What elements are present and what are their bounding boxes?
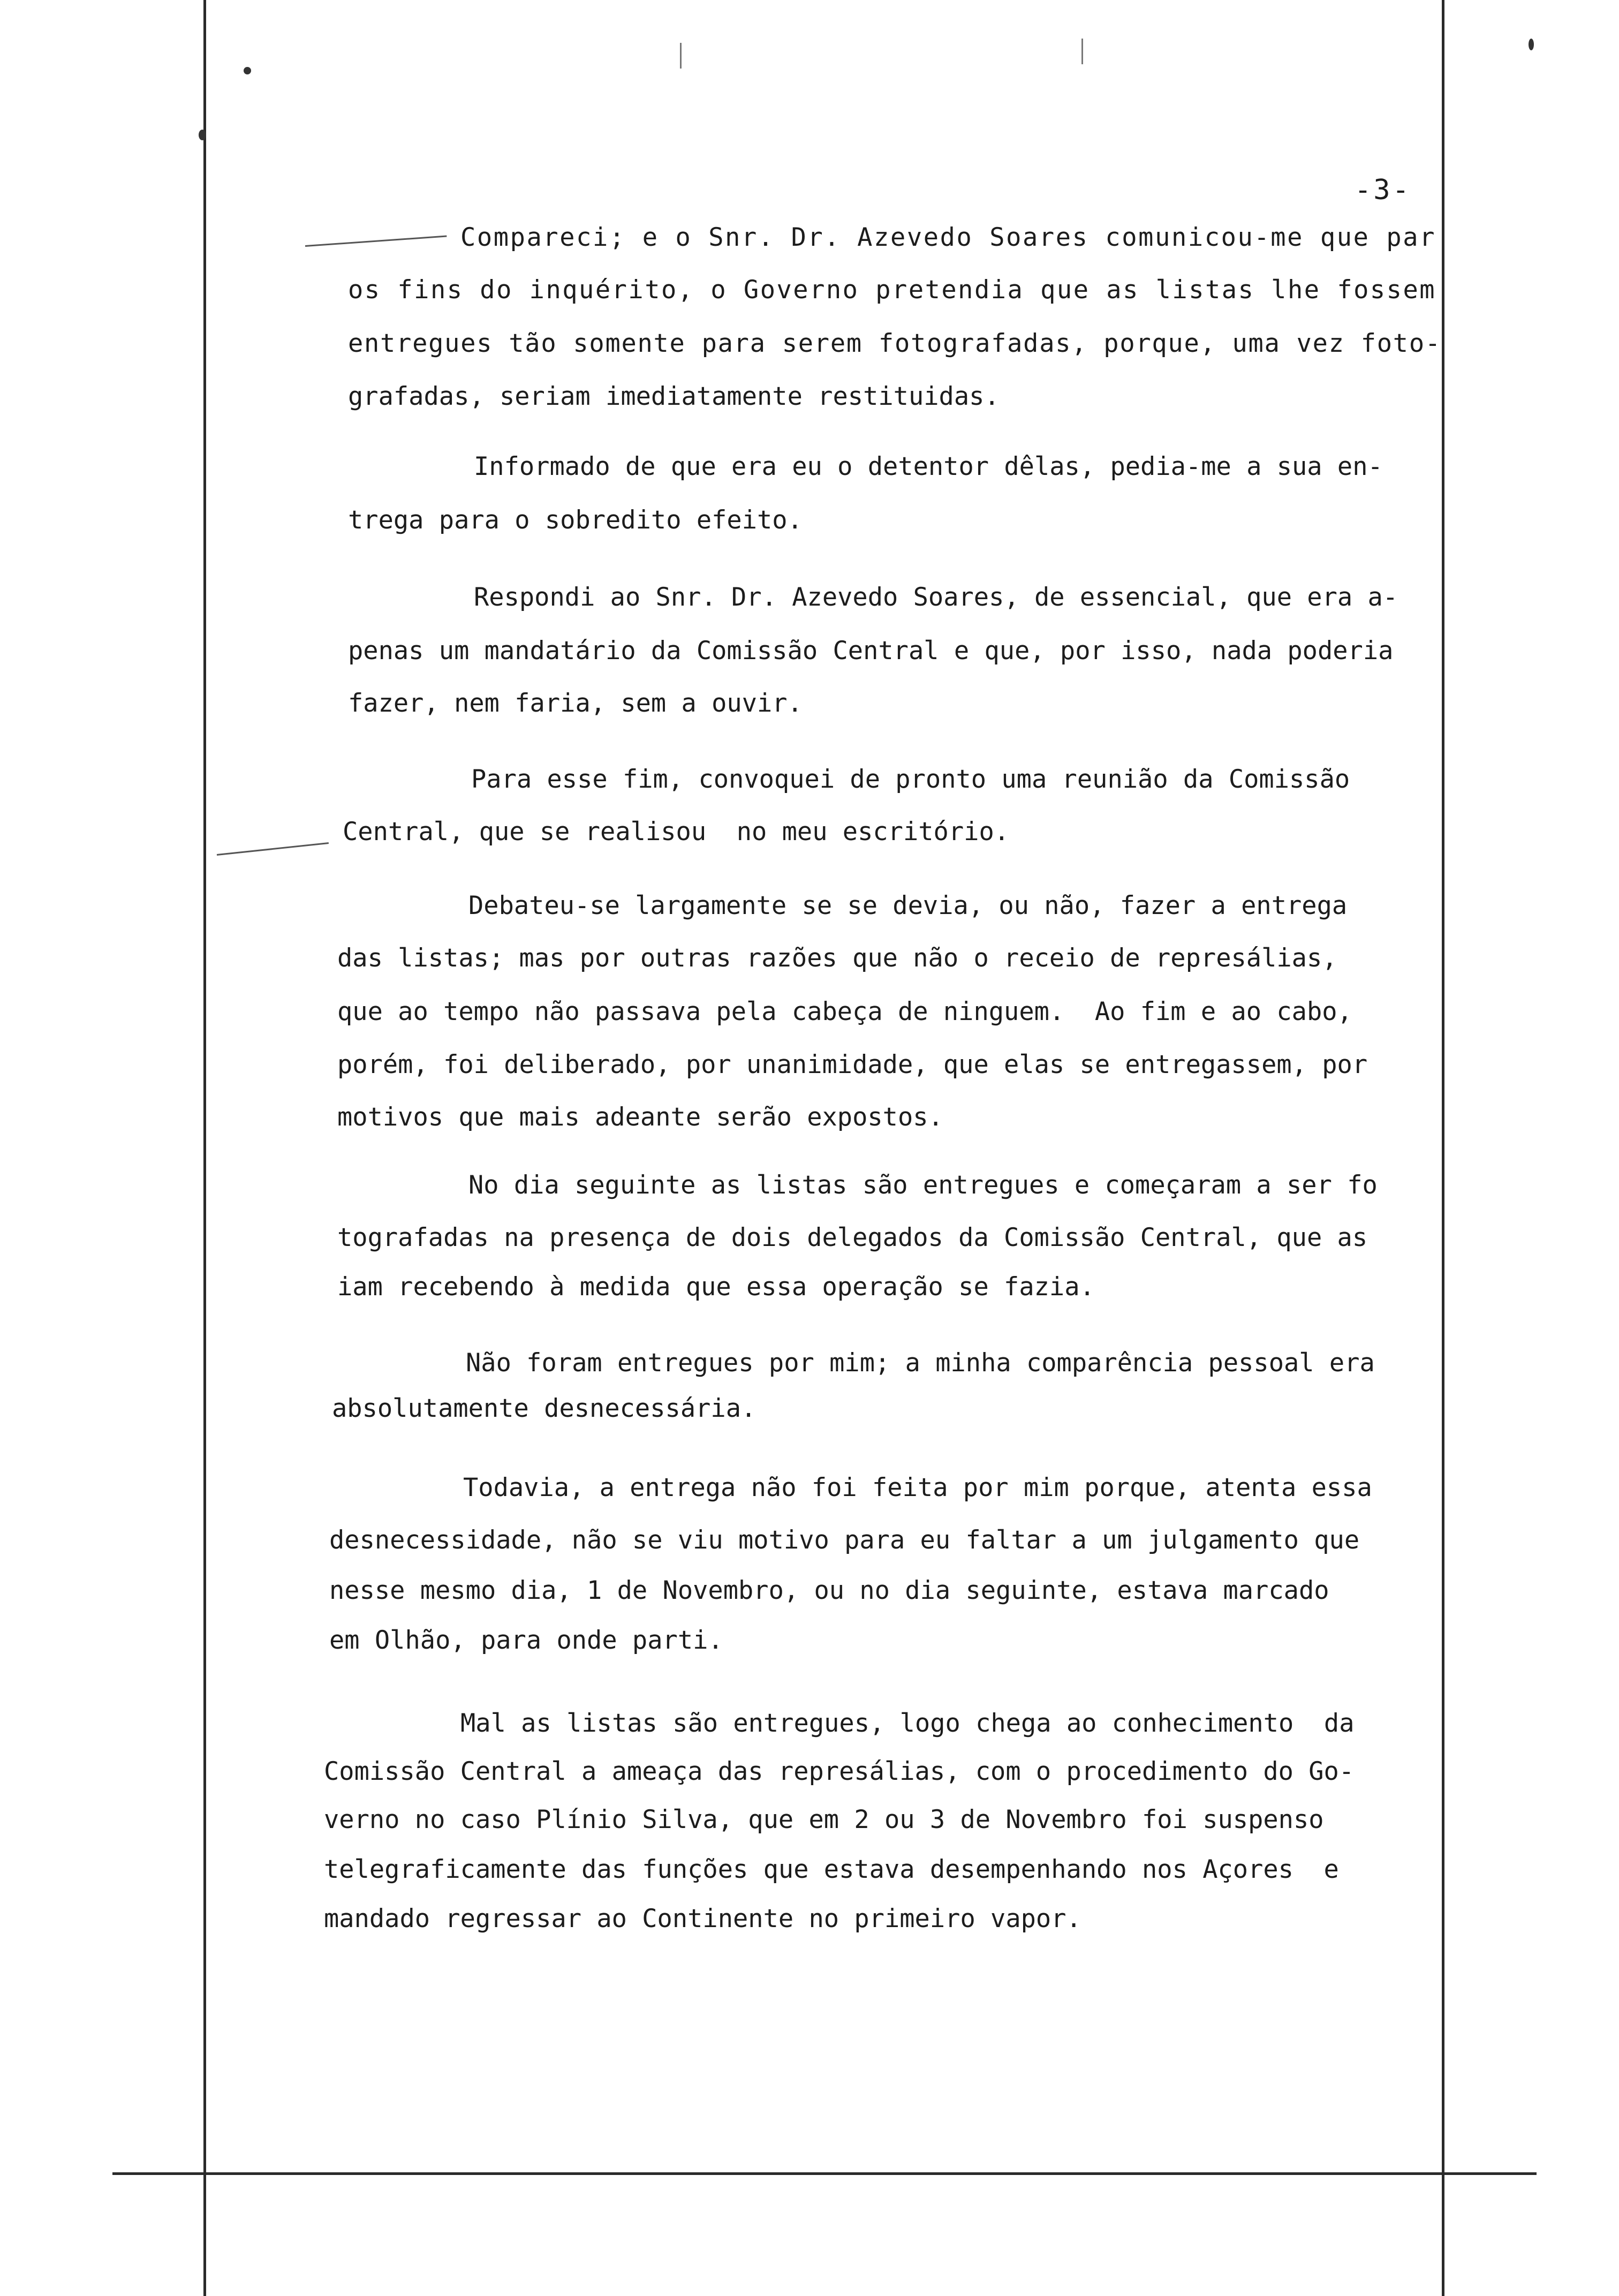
text-line: que ao tempo não passava pela cabeça de ninguem. Ao fim e ao cabo, (337, 997, 1352, 1026)
margin-pencil-mark (217, 842, 329, 856)
text-line: trega para o sobredito efeito. (348, 505, 803, 535)
text-line: Não foram entregues por mim; a minha comparência pessoal era (466, 1348, 1375, 1378)
text-line: No dia seguinte as listas são entregues e começaram a ser fo (468, 1170, 1378, 1200)
text-line: iam recebendo à medida que essa operação se fazia. (337, 1272, 1095, 1302)
scan-speck (199, 130, 206, 140)
page-number: -3- (1355, 174, 1411, 206)
scan-mark (1081, 39, 1083, 64)
text-line: Informado de que era eu o detentor dêlas, pedia-me a sua en- (474, 452, 1383, 481)
text-line: os fins do inquérito, o Governo pretendia que as listas lhe fossem (348, 275, 1436, 305)
text-line: absolutamente desnecessária. (332, 1394, 756, 1423)
text-line: nesse mesmo dia, 1 de Novembro, ou no dia seguinte, estava marcado (329, 1576, 1329, 1605)
text-line: desnecessidade, não se viu motivo para eu faltar a um julgamento que (329, 1525, 1360, 1555)
text-line: Mal as listas são entregues, logo chega ao conhecimento da (460, 1709, 1355, 1738)
text-line: Comissão Central a ameaça das represálias, com o procedimento do Go- (324, 1757, 1355, 1786)
text-line: Respondi ao Snr. Dr. Azevedo Soares, de essencial, que era a- (474, 583, 1398, 612)
text-line: penas um mandatário da Comissão Central e que, por isso, nada poderia (348, 636, 1394, 666)
text-line: em Olhão, para onde parti. (329, 1626, 723, 1655)
text-line: Todavia, a entrega não foi feita por mim porque, atenta essa (463, 1473, 1372, 1502)
text-line: porém, foi deliberado, por unanimidade, que elas se entregassem, por (337, 1050, 1368, 1079)
bottom-border-line (112, 2172, 1537, 2175)
text-line: verno no caso Plínio Silva, que em 2 ou 3 de Novembro foi suspenso (324, 1805, 1324, 1834)
text-line: mandado regressar ao Continente no primeiro vapor. (324, 1904, 1081, 1934)
text-line: tografadas na presença de dois delegados da Comissão Central, que as (337, 1223, 1368, 1252)
text-line: Central, que se realisou no meu escritório. (343, 817, 1010, 847)
left-border-line (203, 0, 206, 2296)
scan-speck (1529, 39, 1534, 50)
text-line: entregues tão somente para serem fotografadas, porque, uma vez foto- (348, 329, 1441, 358)
scan-mark (680, 43, 682, 69)
text-line: Debateu-se largamente se se devia, ou não, fazer a entrega (468, 891, 1348, 920)
margin-pencil-mark (305, 236, 447, 247)
text-line: Compareci; e o Snr. Dr. Azevedo Soares comunicou-me que par (460, 223, 1436, 252)
text-line: fazer, nem faria, sem a ouvir. (348, 689, 803, 718)
right-border-line (1442, 0, 1444, 2296)
text-line: telegraficamente das funções que estava desempenhando nos Açores e (324, 1855, 1339, 1884)
text-line: grafadas, seriam imediatamente restituidas. (348, 382, 1000, 411)
text-line: motivos que mais adeante serão expostos. (337, 1102, 943, 1132)
text-line: das listas; mas por outras razões que não o receio de represálias, (337, 943, 1337, 973)
scan-speck (244, 67, 251, 74)
text-line: Para esse fim, convoquei de pronto uma reunião da Comissão (471, 765, 1350, 794)
